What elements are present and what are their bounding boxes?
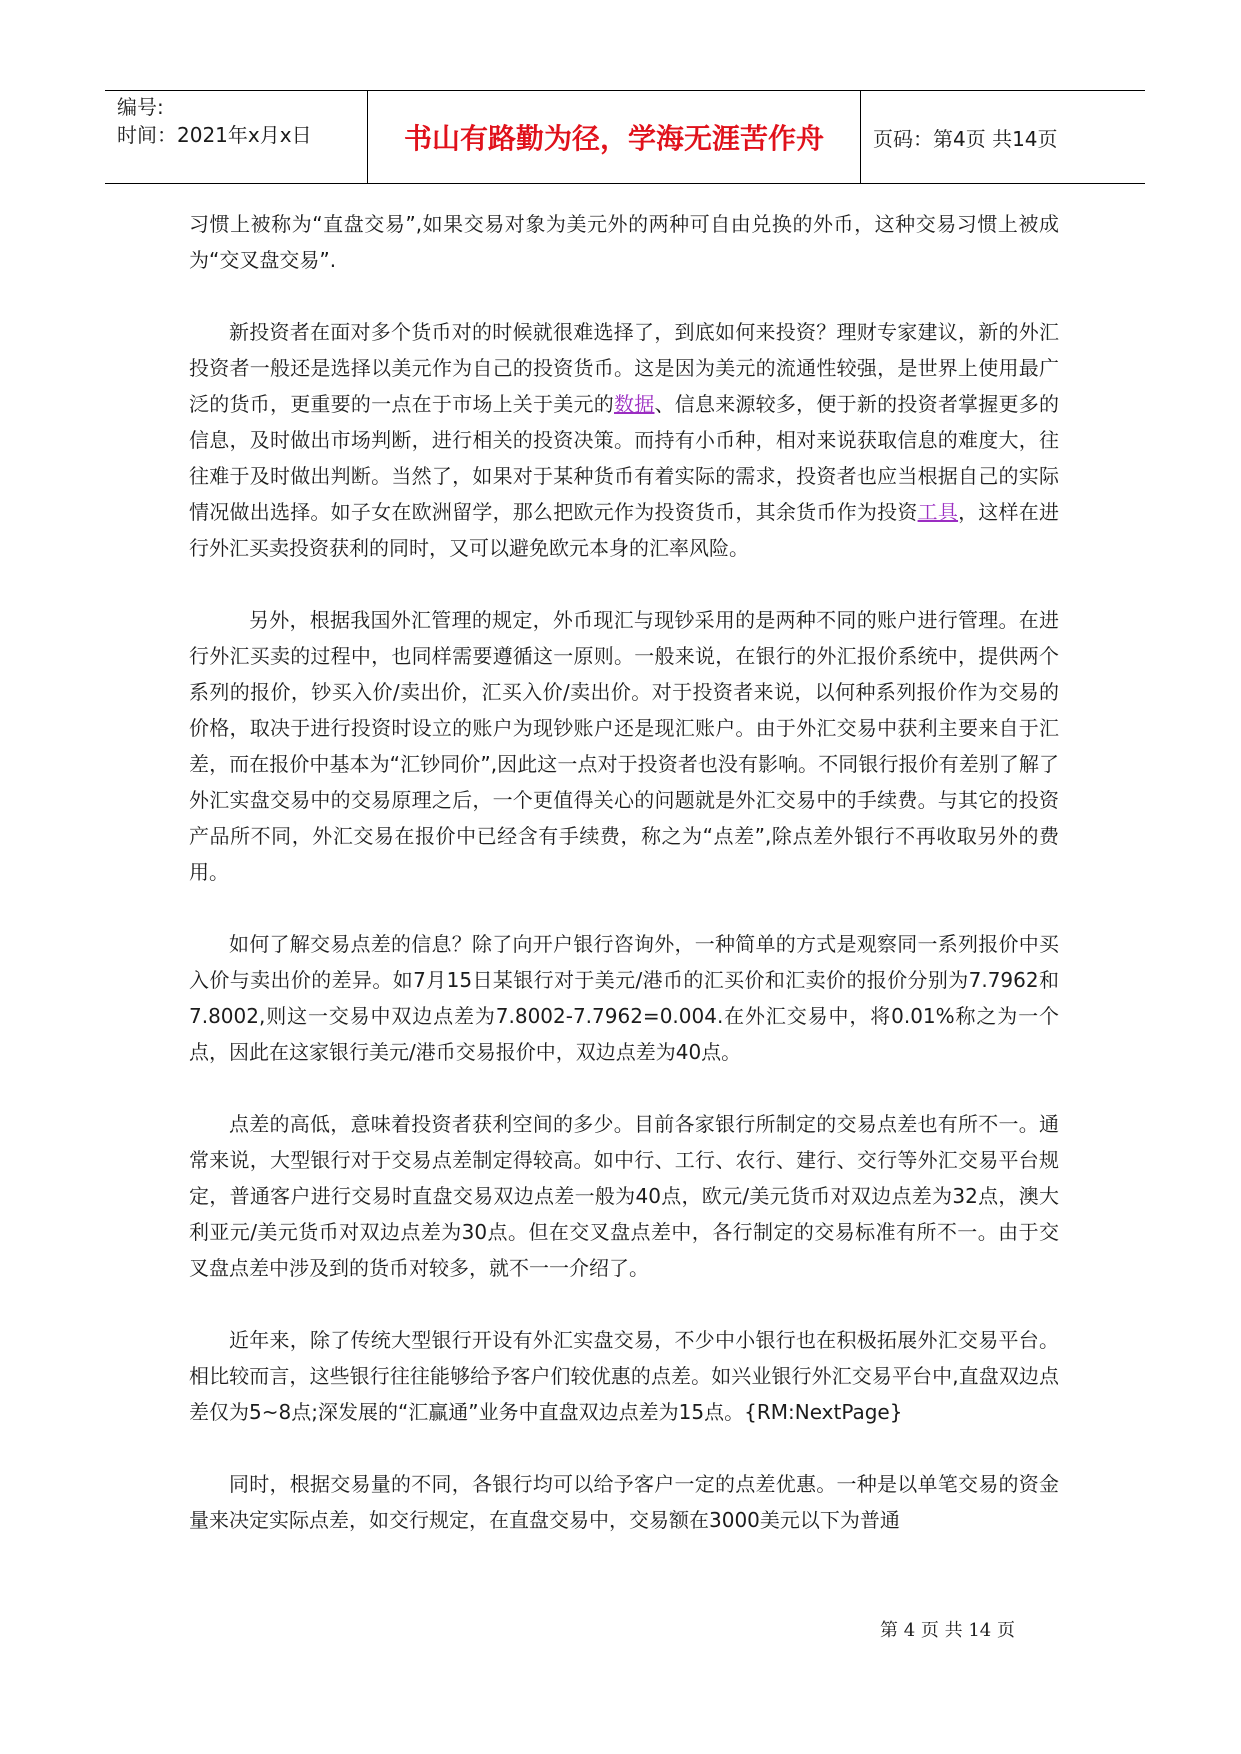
link-data[interactable]: 数据 [614, 392, 655, 416]
header-divider-right [860, 91, 861, 183]
paragraph-2-text-b: 、信息来源较多，便于新的投资者掌握更多的信息，及时做出市场判断，进行相关的投资决策。而持有小币种，相对来说获取信息的难度大，往往难于及时做出判断。当然了，如果对于某种货币有着实际的需求，投资者也应当根据自己的实际情况做出选择。如子女在欧洲留学，那么把欧元作为投资货币，其余货币作为投资 [189, 392, 1060, 524]
paragraph-2-text-c: ，这样在进行外汇买卖投资获利的同时，又可以避免欧元本身的汇率风险。 [189, 500, 1060, 560]
page-header [105, 90, 1145, 184]
link-tools[interactable]: 工具 [917, 500, 959, 524]
page-footer: 第 4 页 共 14 页 [880, 1620, 1015, 1641]
paragraph-1: 习惯上被称为“直盘交易”,如果交易对象为美元外的两种可自由兑换的外币，这种交易习惯上被成为“交叉盘交易”. [189, 212, 1059, 272]
paragraph-5: 点差的高低，意味着投资者获利空间的多少。目前各家银行所制定的交易点差也有所不一。通常来说，大型银行对于交易点差制定得较高。如中行、工行、农行、建行、交行等外汇交易平台规定，普通客户进行交易时直盘交易双边点差一般为40点，欧元/美元货币对双边点差为32点，澳大利亚元/美元货币对双边点差为30点。但在交叉盘点差中，各行制定的交易标准有所不一。由于交叉盘点差中涉及到的货币对较多，就不一一介绍了。 [189, 1112, 1059, 1280]
header-meta [117, 91, 362, 185]
paragraph-2-text-a: 新投资者在面对多个货币对的时候就很难选择了，到底如何来投资？理财专家建议，新的外汇投资者一般还是选择以美元作为自己的投资货币。这是因为美元的流通性较强，是世界上使用最广泛的货币，更重要的一点在于市场上关于美元的 [189, 320, 1059, 416]
paragraph-4: 如何了解交易点差的信息？除了向开户银行咨询外，一种简单的方式是观察同一系列报价中买入价与卖出价的差异。如7月15日某银行对于美元/港币的汇买价和汇卖价的报价分别为7.7962和7.8002,则这一交易中双边点差为7.8002-7.7962=0.004.在外汇交易中，将0.01%称之为一个点，因此在这家银行美元/港币交易报价中，双边点差为40点。 [189, 932, 1059, 1064]
header-time-label: 时间：2021年x月x日 [117, 123, 312, 147]
paragraph-7: 同时，根据交易量的不同，各银行均可以给予客户一定的点差优惠。一种是以单笔交易的资金量来决定实际点差，如交行规定，在直盘交易中，交易额在3000美元以下为普通 [189, 1472, 1059, 1532]
header-motto: 书山有路勤为径，学海无涯苦作舟 [403, 122, 824, 155]
document-body [189, 206, 1059, 1574]
paragraph-3: 另外，根据我国外汇管理的规定，外币现汇与现钞采用的是两种不同的账户进行管理。在进行外汇买卖的过程中，也同样需要遵循这一原则。一般来说，在银行的外汇报价系统中，提供两个系列的报价，钞买入价/卖出价，汇买入价/卖出价。对于投资者来说，以何种系列报价作为交易的价格，取决于进行投资时设立的账户为现钞账户还是现汇账户。由于外汇交易中获利主要来自于汇差，而在报价中基本为“汇钞同价”,因此这一点对于投资者也没有影响。不同银行报价有差别了解了外汇实盘交易中的交易原理之后，一个更值得关心的问题就是外汇交易中的手续费。与其它的投资产品所不同，外汇交易在报价中已经含有手续费，称之为“点差”,除点差外银行不再收取另外的费用。 [189, 608, 1059, 884]
paragraph-6: 近年来，除了传统大型银行开设有外汇实盘交易，不少中小银行也在积极拓展外汇交易平台。相比较而言，这些银行往往能够给予客户们较优惠的点差。如兴业银行外汇交易平台中,直盘双边点差仅为5~8点;深发展的“汇赢通”业务中直盘双边点差为15点。{RM:NextPage} [189, 1328, 1059, 1424]
header-number-label: 编号: [117, 95, 164, 119]
header-page-label: 页码：第4页 共14页 [873, 126, 1058, 151]
paragraph-2 [189, 314, 1059, 566]
